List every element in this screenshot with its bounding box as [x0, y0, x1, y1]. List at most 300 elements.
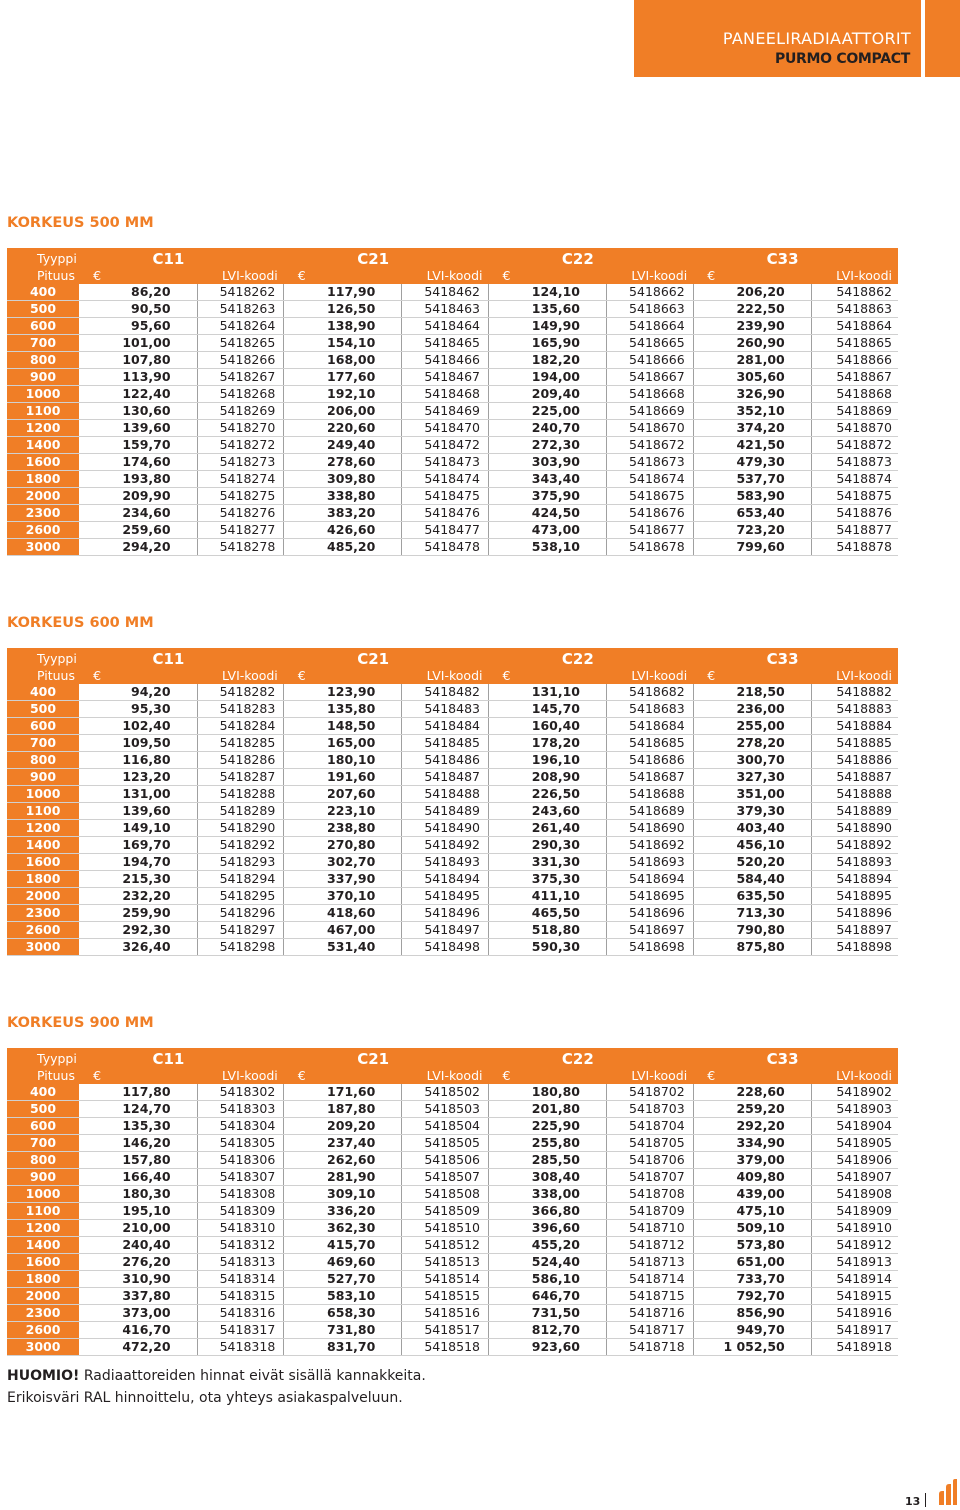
code-cell: 5418290	[197, 820, 284, 837]
price-cell: 373,00	[79, 1305, 197, 1322]
code-cell: 5418272	[197, 437, 284, 454]
price-cell: 485,20	[284, 539, 402, 556]
header-subtitle: PURMO COMPACT	[775, 51, 910, 67]
code-cell: 5418302	[197, 1084, 284, 1101]
code-cell: 5418474	[402, 471, 489, 488]
code-column-header: LVI-koodi	[607, 1068, 694, 1084]
code-cell: 5418866	[811, 352, 898, 369]
price-cell: 225,00	[489, 403, 607, 420]
code-cell: 5418893	[811, 854, 898, 871]
price-cell: 240,70	[489, 420, 607, 437]
price-cell: 343,40	[489, 471, 607, 488]
code-cell: 5418277	[197, 522, 284, 539]
length-label: Pituus	[7, 668, 79, 684]
length-cell: 1800	[7, 871, 79, 888]
price-cell: 396,60	[489, 1220, 607, 1237]
code-cell: 5418262	[197, 284, 284, 301]
code-cell: 5418664	[607, 318, 694, 335]
code-cell: 5418265	[197, 335, 284, 352]
table-row	[7, 888, 898, 905]
code-cell: 5418292	[197, 837, 284, 854]
code-cell: 5418694	[607, 871, 694, 888]
code-cell: 5418517	[402, 1322, 489, 1339]
code-cell: 5418503	[402, 1101, 489, 1118]
price-cell: 538,10	[489, 539, 607, 556]
code-cell: 5418296	[197, 905, 284, 922]
code-cell: 5418905	[811, 1135, 898, 1152]
header-row-type	[7, 1048, 898, 1068]
series-header: C21	[284, 248, 489, 268]
code-cell: 5418886	[811, 752, 898, 769]
price-cell: 131,00	[79, 786, 197, 803]
price-cell: 135,60	[489, 301, 607, 318]
code-cell: 5418466	[402, 352, 489, 369]
code-cell: 5418678	[607, 539, 694, 556]
code-cell: 5418862	[811, 284, 898, 301]
code-cell: 5418305	[197, 1135, 284, 1152]
price-cell: 309,10	[284, 1186, 402, 1203]
price-cell: 518,80	[489, 922, 607, 939]
code-cell: 5418285	[197, 735, 284, 752]
table-row	[7, 403, 898, 420]
code-cell: 5418670	[607, 420, 694, 437]
length-cell: 500	[7, 1101, 79, 1118]
code-cell: 5418483	[402, 701, 489, 718]
table-row	[7, 318, 898, 335]
price-table	[7, 248, 898, 556]
price-cell: 379,30	[693, 803, 811, 820]
code-cell: 5418712	[607, 1237, 694, 1254]
code-cell: 5418284	[197, 718, 284, 735]
code-cell: 5418713	[607, 1254, 694, 1271]
price-cell: 215,30	[79, 871, 197, 888]
price-cell: 475,10	[693, 1203, 811, 1220]
code-cell: 5418912	[811, 1237, 898, 1254]
price-cell: 148,50	[284, 718, 402, 735]
price-column-header: €	[284, 668, 402, 684]
table-row	[7, 471, 898, 488]
price-cell: 362,30	[284, 1220, 402, 1237]
price-cell: 220,60	[284, 420, 402, 437]
price-cell: 94,20	[79, 684, 197, 701]
code-cell: 5418868	[811, 386, 898, 403]
price-cell: 302,70	[284, 854, 402, 871]
table-row	[7, 1254, 898, 1271]
code-cell: 5418308	[197, 1186, 284, 1203]
code-cell: 5418876	[811, 505, 898, 522]
length-cell: 700	[7, 1135, 79, 1152]
code-cell: 5418487	[402, 769, 489, 786]
length-cell: 2000	[7, 1288, 79, 1305]
code-cell: 5418917	[811, 1322, 898, 1339]
code-cell: 5418270	[197, 420, 284, 437]
code-cell: 5418688	[607, 786, 694, 803]
code-cell: 5418493	[402, 854, 489, 871]
code-cell: 5418907	[811, 1169, 898, 1186]
table-row	[7, 820, 898, 837]
price-cell: 259,60	[79, 522, 197, 539]
table-row	[7, 1118, 898, 1135]
price-cell: 416,70	[79, 1322, 197, 1339]
code-cell: 5418463	[402, 301, 489, 318]
length-cell: 600	[7, 318, 79, 335]
price-cell: 467,00	[284, 922, 402, 939]
code-cell: 5418307	[197, 1169, 284, 1186]
price-column-header: €	[284, 268, 402, 284]
price-table	[7, 648, 898, 956]
code-cell: 5418698	[607, 939, 694, 956]
length-cell: 800	[7, 752, 79, 769]
price-cell: 107,80	[79, 352, 197, 369]
price-cell: 472,20	[79, 1339, 197, 1356]
code-cell: 5418494	[402, 871, 489, 888]
code-cell: 5418916	[811, 1305, 898, 1322]
length-label: Pituus	[7, 1068, 79, 1084]
code-cell: 5418472	[402, 437, 489, 454]
footer-note-line2: Erikoisväri RAL hinnoittelu, ota yhteys asiakaspalveluun.	[7, 1390, 403, 1406]
table-row	[7, 871, 898, 888]
table-row	[7, 1135, 898, 1152]
code-cell: 5418274	[197, 471, 284, 488]
length-cell: 500	[7, 301, 79, 318]
length-cell: 1000	[7, 1186, 79, 1203]
code-cell: 5418894	[811, 871, 898, 888]
price-cell: 228,60	[693, 1084, 811, 1101]
code-cell: 5418692	[607, 837, 694, 854]
price-cell: 209,40	[489, 386, 607, 403]
price-cell: 255,00	[693, 718, 811, 735]
price-cell: 259,90	[79, 905, 197, 922]
length-cell: 2000	[7, 488, 79, 505]
length-cell: 1400	[7, 1237, 79, 1254]
price-cell: 415,70	[284, 1237, 402, 1254]
series-header: C11	[79, 648, 284, 668]
price-cell: 207,60	[284, 786, 402, 803]
price-cell: 180,10	[284, 752, 402, 769]
code-cell: 5418498	[402, 939, 489, 956]
page-header	[634, 0, 921, 77]
code-cell: 5418306	[197, 1152, 284, 1169]
code-cell: 5418690	[607, 820, 694, 837]
price-cell: 327,30	[693, 769, 811, 786]
series-header: C11	[79, 248, 284, 268]
length-cell: 3000	[7, 539, 79, 556]
price-cell: 243,60	[489, 803, 607, 820]
table-row	[7, 701, 898, 718]
table-row	[7, 454, 898, 471]
price-cell: 159,70	[79, 437, 197, 454]
table-row	[7, 522, 898, 539]
price-cell: 308,40	[489, 1169, 607, 1186]
table-row	[7, 718, 898, 735]
code-cell: 5418689	[607, 803, 694, 820]
code-cell: 5418267	[197, 369, 284, 386]
code-column-header: LVI-koodi	[607, 668, 694, 684]
table-row	[7, 1288, 898, 1305]
price-column-header: €	[79, 668, 197, 684]
header-row-length	[7, 1068, 898, 1084]
price-cell: 124,70	[79, 1101, 197, 1118]
price-cell: 409,80	[693, 1169, 811, 1186]
price-cell: 160,40	[489, 718, 607, 735]
code-cell: 5418497	[402, 922, 489, 939]
price-cell: 126,50	[284, 301, 402, 318]
price-cell: 403,40	[693, 820, 811, 837]
table-row	[7, 786, 898, 803]
code-cell: 5418516	[402, 1305, 489, 1322]
price-column-header: €	[489, 268, 607, 284]
table-row	[7, 386, 898, 403]
length-cell: 3000	[7, 939, 79, 956]
price-cell: 171,60	[284, 1084, 402, 1101]
code-cell: 5418706	[607, 1152, 694, 1169]
price-cell: 123,20	[79, 769, 197, 786]
code-cell: 5418486	[402, 752, 489, 769]
code-column-header: LVI-koodi	[197, 1068, 284, 1084]
code-cell: 5418313	[197, 1254, 284, 1271]
code-cell: 5418467	[402, 369, 489, 386]
price-column-header: €	[693, 1068, 811, 1084]
length-cell: 1800	[7, 471, 79, 488]
price-cell: 379,00	[693, 1152, 811, 1169]
table-row	[7, 837, 898, 854]
code-cell: 5418889	[811, 803, 898, 820]
code-cell: 5418269	[197, 403, 284, 420]
type-label: Tyyppi	[7, 248, 79, 268]
price-cell: 527,70	[284, 1271, 402, 1288]
length-cell: 3000	[7, 1339, 79, 1356]
code-cell: 5418693	[607, 854, 694, 871]
price-cell: 201,80	[489, 1101, 607, 1118]
length-cell: 1000	[7, 786, 79, 803]
code-cell: 5418293	[197, 854, 284, 871]
length-cell: 400	[7, 684, 79, 701]
price-cell: 1 052,50	[693, 1339, 811, 1356]
price-cell: 366,80	[489, 1203, 607, 1220]
price-cell: 270,80	[284, 837, 402, 854]
code-column-header: LVI-koodi	[197, 268, 284, 284]
price-cell: 352,10	[693, 403, 811, 420]
code-cell: 5418697	[607, 922, 694, 939]
code-cell: 5418668	[607, 386, 694, 403]
length-cell: 900	[7, 1169, 79, 1186]
code-cell: 5418312	[197, 1237, 284, 1254]
table-row	[7, 539, 898, 556]
code-column-header: LVI-koodi	[402, 668, 489, 684]
price-cell: 168,00	[284, 352, 402, 369]
price-cell: 456,10	[693, 837, 811, 854]
price-cell: 310,90	[79, 1271, 197, 1288]
price-cell: 421,50	[693, 437, 811, 454]
price-cell: 116,80	[79, 752, 197, 769]
price-cell: 303,90	[489, 454, 607, 471]
code-cell: 5418295	[197, 888, 284, 905]
code-cell: 5418476	[402, 505, 489, 522]
note-text: Radiaattoreiden hinnat eivät sisällä kannakkeita.	[79, 1368, 426, 1384]
price-cell: 123,90	[284, 684, 402, 701]
price-cell: 875,80	[693, 939, 811, 956]
code-cell: 5418669	[607, 403, 694, 420]
price-cell: 586,10	[489, 1271, 607, 1288]
code-cell: 5418877	[811, 522, 898, 539]
table-row	[7, 1152, 898, 1169]
code-cell: 5418488	[402, 786, 489, 803]
code-cell: 5418477	[402, 522, 489, 539]
price-cell: 281,00	[693, 352, 811, 369]
price-cell: 177,60	[284, 369, 402, 386]
length-cell: 1600	[7, 1254, 79, 1271]
price-cell: 294,20	[79, 539, 197, 556]
price-cell: 635,50	[693, 888, 811, 905]
code-cell: 5418667	[607, 369, 694, 386]
header-title: PANEELIRADIAATTORIT	[722, 29, 911, 48]
table-row	[7, 1220, 898, 1237]
code-cell: 5418475	[402, 488, 489, 505]
price-column-header: €	[284, 1068, 402, 1084]
code-cell: 5418913	[811, 1254, 898, 1271]
code-cell: 5418489	[402, 803, 489, 820]
price-cell: 166,40	[79, 1169, 197, 1186]
price-cell: 208,90	[489, 769, 607, 786]
length-label: Pituus	[7, 268, 79, 284]
price-cell: 101,00	[79, 335, 197, 352]
price-cell: 260,90	[693, 335, 811, 352]
length-cell: 1200	[7, 1220, 79, 1237]
header-row-type	[7, 648, 898, 668]
code-cell: 5418287	[197, 769, 284, 786]
price-cell: 206,00	[284, 403, 402, 420]
code-cell: 5418273	[197, 454, 284, 471]
code-cell: 5418482	[402, 684, 489, 701]
length-cell: 600	[7, 1118, 79, 1135]
price-cell: 713,30	[693, 905, 811, 922]
type-label: Tyyppi	[7, 648, 79, 668]
header-row-length	[7, 668, 898, 684]
code-column-header: LVI-koodi	[811, 268, 898, 284]
price-cell: 138,90	[284, 318, 402, 335]
length-cell: 1400	[7, 437, 79, 454]
table-row	[7, 1237, 898, 1254]
price-cell: 139,60	[79, 803, 197, 820]
price-cell: 117,80	[79, 1084, 197, 1101]
header-row-type	[7, 248, 898, 268]
price-cell: 182,20	[489, 352, 607, 369]
code-cell: 5418715	[607, 1288, 694, 1305]
code-cell: 5418682	[607, 684, 694, 701]
code-cell: 5418662	[607, 284, 694, 301]
price-cell: 223,10	[284, 803, 402, 820]
price-cell: 261,40	[489, 820, 607, 837]
price-cell: 157,80	[79, 1152, 197, 1169]
price-cell: 194,00	[489, 369, 607, 386]
code-cell: 5418485	[402, 735, 489, 752]
table-row	[7, 854, 898, 871]
length-cell: 900	[7, 369, 79, 386]
code-cell: 5418310	[197, 1220, 284, 1237]
price-cell: 658,30	[284, 1305, 402, 1322]
price-cell: 792,70	[693, 1288, 811, 1305]
code-cell: 5418686	[607, 752, 694, 769]
code-column-header: LVI-koodi	[197, 668, 284, 684]
price-cell: 731,50	[489, 1305, 607, 1322]
code-cell: 5418672	[607, 437, 694, 454]
code-cell: 5418470	[402, 420, 489, 437]
code-cell: 5418297	[197, 922, 284, 939]
price-cell: 292,20	[693, 1118, 811, 1135]
price-cell: 479,30	[693, 454, 811, 471]
length-cell: 1100	[7, 803, 79, 820]
price-cell: 180,80	[489, 1084, 607, 1101]
price-cell: 209,90	[79, 488, 197, 505]
price-cell: 290,30	[489, 837, 607, 854]
code-cell: 5418264	[197, 318, 284, 335]
price-cell: 424,50	[489, 505, 607, 522]
header-row-length	[7, 268, 898, 284]
price-column-header: €	[489, 668, 607, 684]
table-row	[7, 1339, 898, 1356]
code-cell: 5418462	[402, 284, 489, 301]
price-cell: 240,40	[79, 1237, 197, 1254]
price-cell: 222,50	[693, 301, 811, 318]
table-row	[7, 301, 898, 318]
price-cell: 426,60	[284, 522, 402, 539]
price-cell: 733,70	[693, 1271, 811, 1288]
code-cell: 5418492	[402, 837, 489, 854]
length-cell: 800	[7, 352, 79, 369]
price-cell: 218,50	[693, 684, 811, 701]
price-cell: 139,60	[79, 420, 197, 437]
length-cell: 1800	[7, 1271, 79, 1288]
price-cell: 646,70	[489, 1288, 607, 1305]
length-cell: 1100	[7, 403, 79, 420]
price-cell: 90,50	[79, 301, 197, 318]
price-cell: 237,40	[284, 1135, 402, 1152]
note-label: HUOMIO!	[7, 1368, 80, 1384]
price-cell: 300,70	[693, 752, 811, 769]
code-cell: 5418884	[811, 718, 898, 735]
header-edge-stripe	[925, 0, 960, 77]
code-column-header: LVI-koodi	[811, 1068, 898, 1084]
price-cell: 165,00	[284, 735, 402, 752]
code-cell: 5418318	[197, 1339, 284, 1356]
price-cell: 326,90	[693, 386, 811, 403]
price-cell: 86,20	[79, 284, 197, 301]
code-cell: 5418869	[811, 403, 898, 420]
price-column-header: €	[489, 1068, 607, 1084]
price-cell: 226,50	[489, 786, 607, 803]
table-row	[7, 769, 898, 786]
series-header: C22	[489, 648, 694, 668]
price-cell: 117,90	[284, 284, 402, 301]
section-title: KORKEUS 500 MM	[7, 215, 154, 231]
type-label: Tyyppi	[7, 1048, 79, 1068]
price-cell: 109,50	[79, 735, 197, 752]
price-cell: 272,30	[489, 437, 607, 454]
code-cell: 5418918	[811, 1339, 898, 1356]
table-row	[7, 1203, 898, 1220]
code-cell: 5418714	[607, 1271, 694, 1288]
table-row	[7, 437, 898, 454]
series-header: C22	[489, 1048, 694, 1068]
code-cell: 5418716	[607, 1305, 694, 1322]
price-cell: 95,60	[79, 318, 197, 335]
price-cell: 334,90	[693, 1135, 811, 1152]
price-cell: 723,20	[693, 522, 811, 539]
code-cell: 5418865	[811, 335, 898, 352]
price-cell: 249,40	[284, 437, 402, 454]
price-cell: 281,90	[284, 1169, 402, 1186]
price-cell: 236,00	[693, 701, 811, 718]
